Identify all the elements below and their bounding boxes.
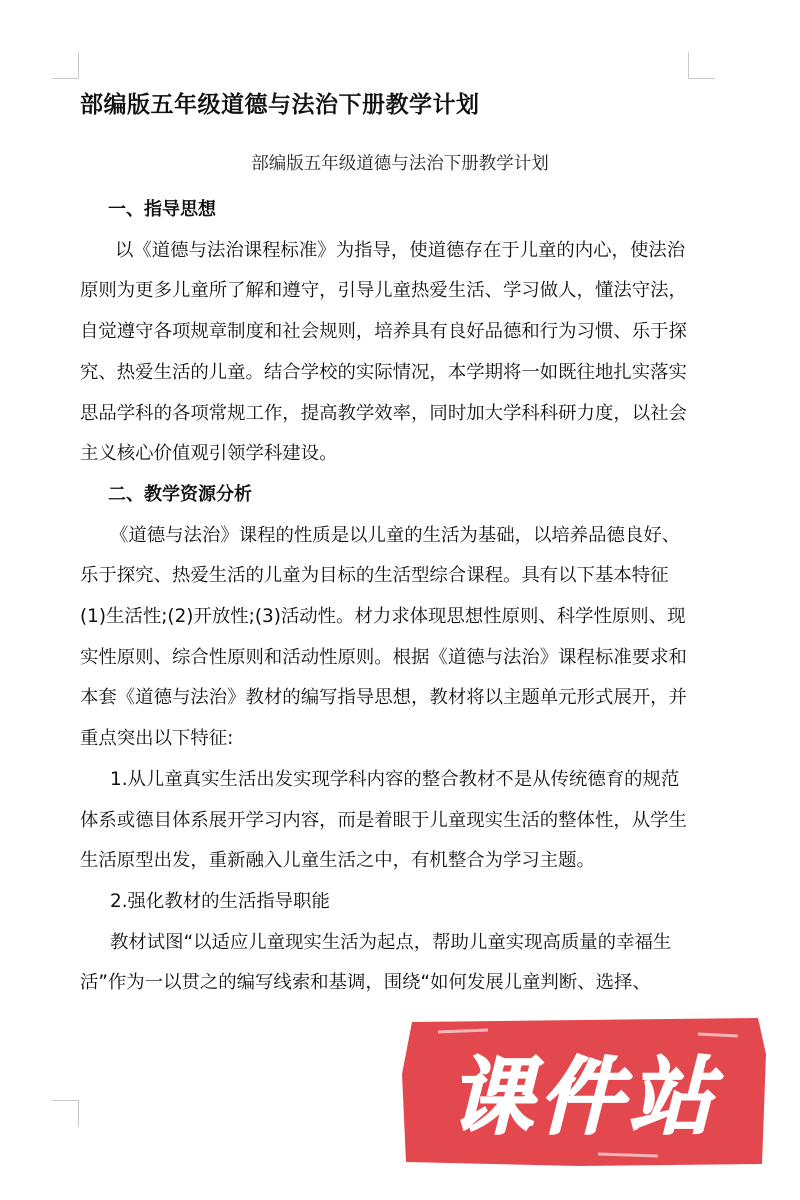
watermark-stamp (398, 1014, 770, 1170)
crop-mark-top-left (52, 52, 79, 79)
section-heading-guiding-thought: 一、指导思想 (108, 199, 216, 220)
paragraph-guiding-thought: 以《道德与法治课程标准》为指导，使道德存在于儿童的内心，使法治原则为更多儿童所了解和遵守，引导儿童热爱生活、学习做人，懂法守法，自觉遵守各项规章制度和社会规则，培养具有良好品德和行为习惯、乐于探究、热爱生活的儿童。结合学校的实际情况，本学期将一如既往地扎实落实思品学科的各项常规工作，提高教学效率，同时加大学科科研力度，以社会主义核心价值观引领学科建设。 (80, 239, 687, 465)
document-body (80, 190, 692, 1004)
watermark-text: 课件站 (448, 1048, 720, 1146)
paragraph-feature-2-heading: 2.强化教材的生活指导职能 (110, 890, 330, 912)
crop-mark-bottom-left (52, 1100, 79, 1127)
document-subtitle: 部编版五年级道德与法治下册教学计划 (251, 154, 549, 174)
document-title: 部编版五年级道德与法治下册教学计划 (80, 92, 480, 118)
paragraph-feature-2-text: 教材试图“以适应儿童现实生活为起点，帮助儿童实现高质量的幸福生活”作为一以贯之的编写线索和基调，围绕“如何发展儿童判断、选择、 (80, 931, 672, 994)
paragraph-course-nature: 《道德与法治》课程的性质是以儿童的生活为基础，以培养品德良好、乐于探究、热爱生活的儿童为目标的生活型综合课程。具有以下基本特征(1)生活性;(2)开放性;(3)活动性。材力求体现思想性原则、科学性原则、现实性原则、综合性原则和活动性原则。根据《道德与法治》课程标准要求和本套《道德与法治》教材的编写指导思想，教材将以主题单元形式展开，并重点突出以下特征: (80, 524, 687, 750)
section-heading-resource-analysis: 二、教学资源分析 (108, 483, 252, 505)
crop-mark-top-right (688, 52, 715, 79)
paragraph-feature-1: 1.从儿童真实生活出发实现学科内容的整合教材不是从传统德育的规范体系或德目体系展开学习内容，而是着眼于儿童现实生活的整体性，从学生生活原型出发，重新融入儿童生活之中，有机整合为学习主题。 (80, 768, 687, 872)
